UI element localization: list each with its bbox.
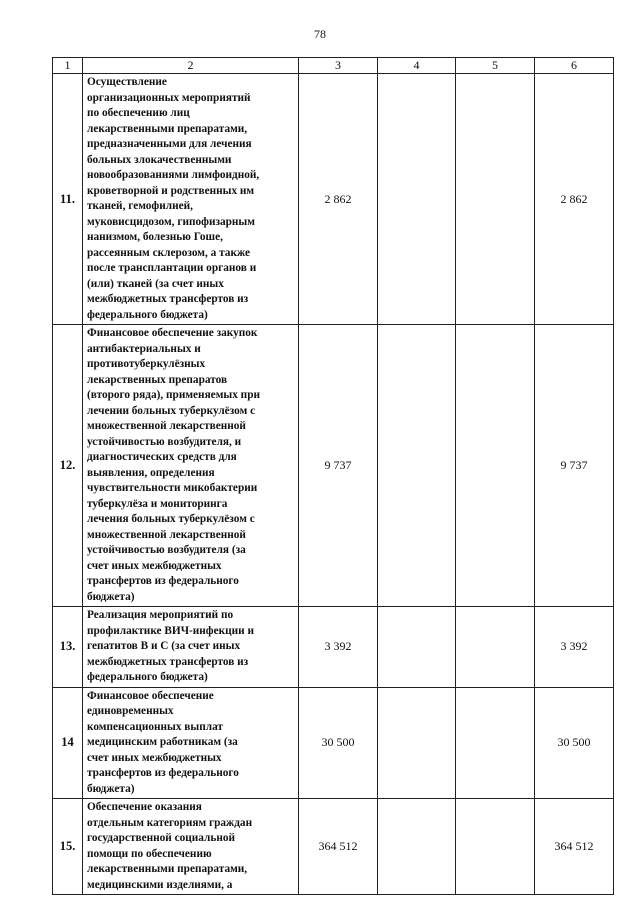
row-number: 15. bbox=[53, 799, 83, 895]
value-col3: 30 500 bbox=[299, 687, 378, 799]
description-line: единовременных bbox=[87, 705, 174, 717]
description-line: счет иных межбюджетных bbox=[87, 751, 222, 764]
column-header: 2 bbox=[83, 58, 299, 74]
value-col5 bbox=[456, 687, 535, 799]
value-col6: 2 862 bbox=[535, 74, 614, 325]
description-line: медицинскими изделиями, а bbox=[87, 878, 233, 891]
description-line: после трансплантации органов и bbox=[87, 262, 257, 274]
description-line: компенсационных выплат bbox=[87, 720, 223, 733]
value-col4 bbox=[378, 799, 456, 895]
description-line: трансфертов из федерального bbox=[87, 767, 239, 779]
description-line: Обеспечение оказания bbox=[87, 801, 202, 813]
description-line: нанизмом, болезнью Гоше, bbox=[87, 231, 223, 243]
description-line: кроветворной и родственных им bbox=[87, 184, 255, 197]
value-col3: 364 512 bbox=[299, 799, 378, 895]
table-row bbox=[53, 687, 614, 799]
description-line: помощи по обеспечению bbox=[87, 847, 212, 860]
description-line: муковисцидозом, гипофизарным bbox=[87, 215, 255, 228]
description-line: лекарственными препаратами, bbox=[87, 863, 248, 875]
description-line: (или) тканей (за счет иных bbox=[87, 277, 224, 290]
description-line: туберкулёза и мониторинга bbox=[87, 497, 228, 510]
description-line: новообразованиями лимфоидной, bbox=[87, 169, 260, 181]
value-col4 bbox=[378, 607, 456, 688]
value-col3: 9 737 bbox=[299, 325, 378, 607]
description-line: организационных мероприятий bbox=[87, 91, 251, 104]
value-col3: 3 392 bbox=[299, 607, 378, 688]
value-col5 bbox=[456, 74, 535, 325]
description-line: отдельным категориям граждан bbox=[87, 816, 253, 829]
description-line: Финансовое обеспечение bbox=[87, 689, 214, 702]
value-col4 bbox=[378, 74, 456, 325]
description-line: профилактике ВИЧ-инфекции и bbox=[87, 624, 254, 637]
description-line: Реализация мероприятий по bbox=[87, 609, 234, 621]
description-line: государственной социальной bbox=[87, 832, 236, 844]
page-number: 78 bbox=[314, 27, 326, 41]
header-row bbox=[53, 58, 614, 74]
description-line: больных злокачественными bbox=[87, 153, 232, 166]
description-line: федерального бюджета) bbox=[87, 671, 208, 683]
description-line: бюджета) bbox=[87, 590, 135, 603]
value-col5 bbox=[456, 607, 535, 688]
description-line: (второго ряда), применяемых при bbox=[87, 389, 260, 401]
description-line: чувствительности микобактерии bbox=[87, 482, 258, 494]
value-col4 bbox=[378, 687, 456, 799]
value-col3: 2 862 bbox=[299, 74, 378, 325]
table-row bbox=[53, 607, 614, 688]
description-line: предназначенными для лечения bbox=[87, 138, 252, 150]
description-line: медицинским работникам (за bbox=[87, 736, 238, 748]
description-line: гепатитов В и С (за счет иных bbox=[87, 640, 241, 652]
table-row bbox=[53, 325, 614, 607]
row-number: 12. bbox=[53, 325, 83, 607]
value-col6: 3 392 bbox=[535, 607, 614, 688]
value-col6: 9 737 bbox=[535, 325, 614, 607]
row-description bbox=[83, 799, 299, 895]
row-number: 13. bbox=[53, 607, 83, 688]
description-line: выявления, определения bbox=[87, 466, 215, 479]
column-header: 5 bbox=[456, 58, 535, 74]
description-line: лекарственными препаратами, bbox=[87, 122, 248, 135]
description-line: лечении больных туберкулёзом с bbox=[87, 404, 256, 417]
description-line: устойчивостью возбудителя (за bbox=[87, 544, 246, 556]
description-line: лечения больных туберкулёзом с bbox=[87, 513, 255, 525]
description-line: федерального бюджета) bbox=[87, 308, 208, 321]
value-col6: 30 500 bbox=[535, 687, 614, 799]
description-line: диагностических средств для bbox=[87, 451, 237, 463]
row-description bbox=[83, 607, 299, 688]
row-number: 11. bbox=[53, 74, 83, 325]
row-description bbox=[83, 687, 299, 799]
table-row bbox=[53, 74, 614, 325]
column-header: 1 bbox=[53, 58, 83, 74]
description-line: тканей, гемофилией, bbox=[87, 200, 193, 212]
description-line: бюджета) bbox=[87, 782, 135, 795]
row-description bbox=[83, 325, 299, 607]
row-description bbox=[83, 74, 299, 325]
description-line: Финансовое обеспечение закупок bbox=[87, 327, 258, 339]
description-line: Осуществление bbox=[87, 76, 167, 88]
table-row bbox=[53, 799, 614, 895]
description-line: устойчивостью возбудителя, и bbox=[87, 435, 242, 448]
description-line: множественной лекарственной bbox=[87, 528, 246, 541]
budget-table bbox=[52, 57, 614, 895]
row-number: 14 bbox=[53, 687, 83, 799]
description-line: трансфертов из федерального bbox=[87, 575, 239, 587]
column-header: 6 bbox=[535, 58, 614, 74]
description-line: лекарственных препаратов bbox=[87, 373, 228, 386]
value-col5 bbox=[456, 325, 535, 607]
column-header: 4 bbox=[378, 58, 456, 74]
description-line: множественной лекарственной bbox=[87, 420, 246, 432]
description-line: противотуберкулёзных bbox=[87, 358, 206, 370]
description-line: счет иных межбюджетных bbox=[87, 559, 222, 572]
description-line: межбюджетных трансфертов из bbox=[87, 655, 249, 668]
value-col4 bbox=[378, 325, 456, 607]
value-col6: 364 512 bbox=[535, 799, 614, 895]
description-line: антибактериальных и bbox=[87, 342, 201, 355]
description-line: межбюджетных трансфертов из bbox=[87, 293, 249, 305]
description-line: по обеспечению лиц bbox=[87, 107, 190, 119]
value-col5 bbox=[456, 799, 535, 895]
column-header: 3 bbox=[299, 58, 378, 74]
description-line: рассеянным склерозом, а также bbox=[87, 246, 251, 259]
